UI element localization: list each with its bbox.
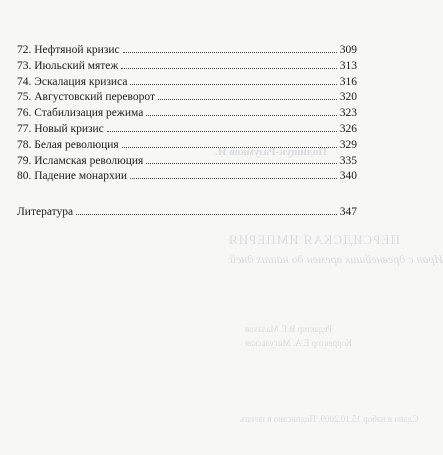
toc-entry-title: 79. Исламская революция bbox=[17, 154, 144, 167]
toc-entry-title: 75. Августовский переворот bbox=[17, 91, 156, 104]
toc-entry-page: 335 bbox=[339, 154, 357, 167]
dot-leader bbox=[121, 67, 336, 69]
toc-entry[interactable] bbox=[17, 90, 357, 106]
toc-entry-page: 309 bbox=[339, 44, 357, 56]
toc-entry-page: 347 bbox=[339, 206, 357, 219]
toc-entry-title: Литература bbox=[17, 206, 74, 219]
dot-leader bbox=[76, 213, 337, 215]
toc-entry-literature[interactable] bbox=[17, 205, 357, 221]
dot-leader bbox=[130, 83, 336, 85]
dot-leader bbox=[122, 146, 337, 148]
toc-entry-title: 76. Стабилизация режима bbox=[17, 107, 144, 120]
dot-leader bbox=[123, 51, 337, 53]
dot-leader bbox=[146, 114, 336, 116]
toc-entry[interactable] bbox=[17, 43, 357, 59]
toc-entry-page: 313 bbox=[339, 59, 357, 72]
toc-entry[interactable] bbox=[17, 169, 357, 185]
bleed-through-corrector: Корректор Е.А. Мигульская bbox=[245, 338, 352, 348]
table-of-contents bbox=[17, 43, 357, 221]
toc-entry[interactable] bbox=[17, 75, 357, 91]
toc-entry-title: 77. Новый кризис bbox=[17, 122, 104, 135]
toc-entry[interactable] bbox=[17, 106, 357, 122]
toc-entry-page: 340 bbox=[339, 170, 357, 183]
bleed-through-title: ПЕРСИДСКАЯ ИМПЕРИЯ bbox=[228, 232, 400, 247]
toc-entry[interactable] bbox=[17, 138, 357, 154]
toc-entry[interactable] bbox=[17, 154, 357, 170]
toc-entry-page: 323 bbox=[339, 107, 357, 120]
dot-leader bbox=[107, 130, 337, 132]
toc-entry-page: 326 bbox=[339, 122, 357, 135]
bleed-through-subtitle: Иран с древнейших времен до наших дней bbox=[230, 252, 443, 266]
dot-leader bbox=[158, 98, 337, 100]
toc-entry-title: 78. Белая революция bbox=[17, 138, 119, 151]
bleed-through-imprint: Сдано в набор 15.10.2009. Подписано в печать bbox=[240, 414, 419, 424]
toc-entry-title: 80. Падение монархии bbox=[17, 170, 127, 183]
dot-leader bbox=[146, 162, 336, 164]
toc-entry-page: 320 bbox=[339, 91, 357, 104]
toc-entry-title: 72. Нефтяной кризис bbox=[17, 44, 120, 56]
dot-leader bbox=[130, 177, 337, 179]
toc-entry-title: 74. Эскалация кризиса bbox=[17, 75, 128, 88]
toc-entry[interactable] bbox=[17, 59, 357, 75]
section-spacer bbox=[17, 185, 357, 205]
toc-entry-title: 73. Июльский мятеж bbox=[17, 59, 119, 72]
toc-entry-page: 316 bbox=[339, 75, 357, 88]
bleed-through-editor: Редактор В.Г. Малахов bbox=[245, 324, 333, 334]
toc-entry-page: 329 bbox=[339, 138, 357, 151]
toc-entry[interactable] bbox=[17, 122, 357, 138]
bleed-through-author: Полищук-Разумков И. bbox=[215, 146, 327, 158]
